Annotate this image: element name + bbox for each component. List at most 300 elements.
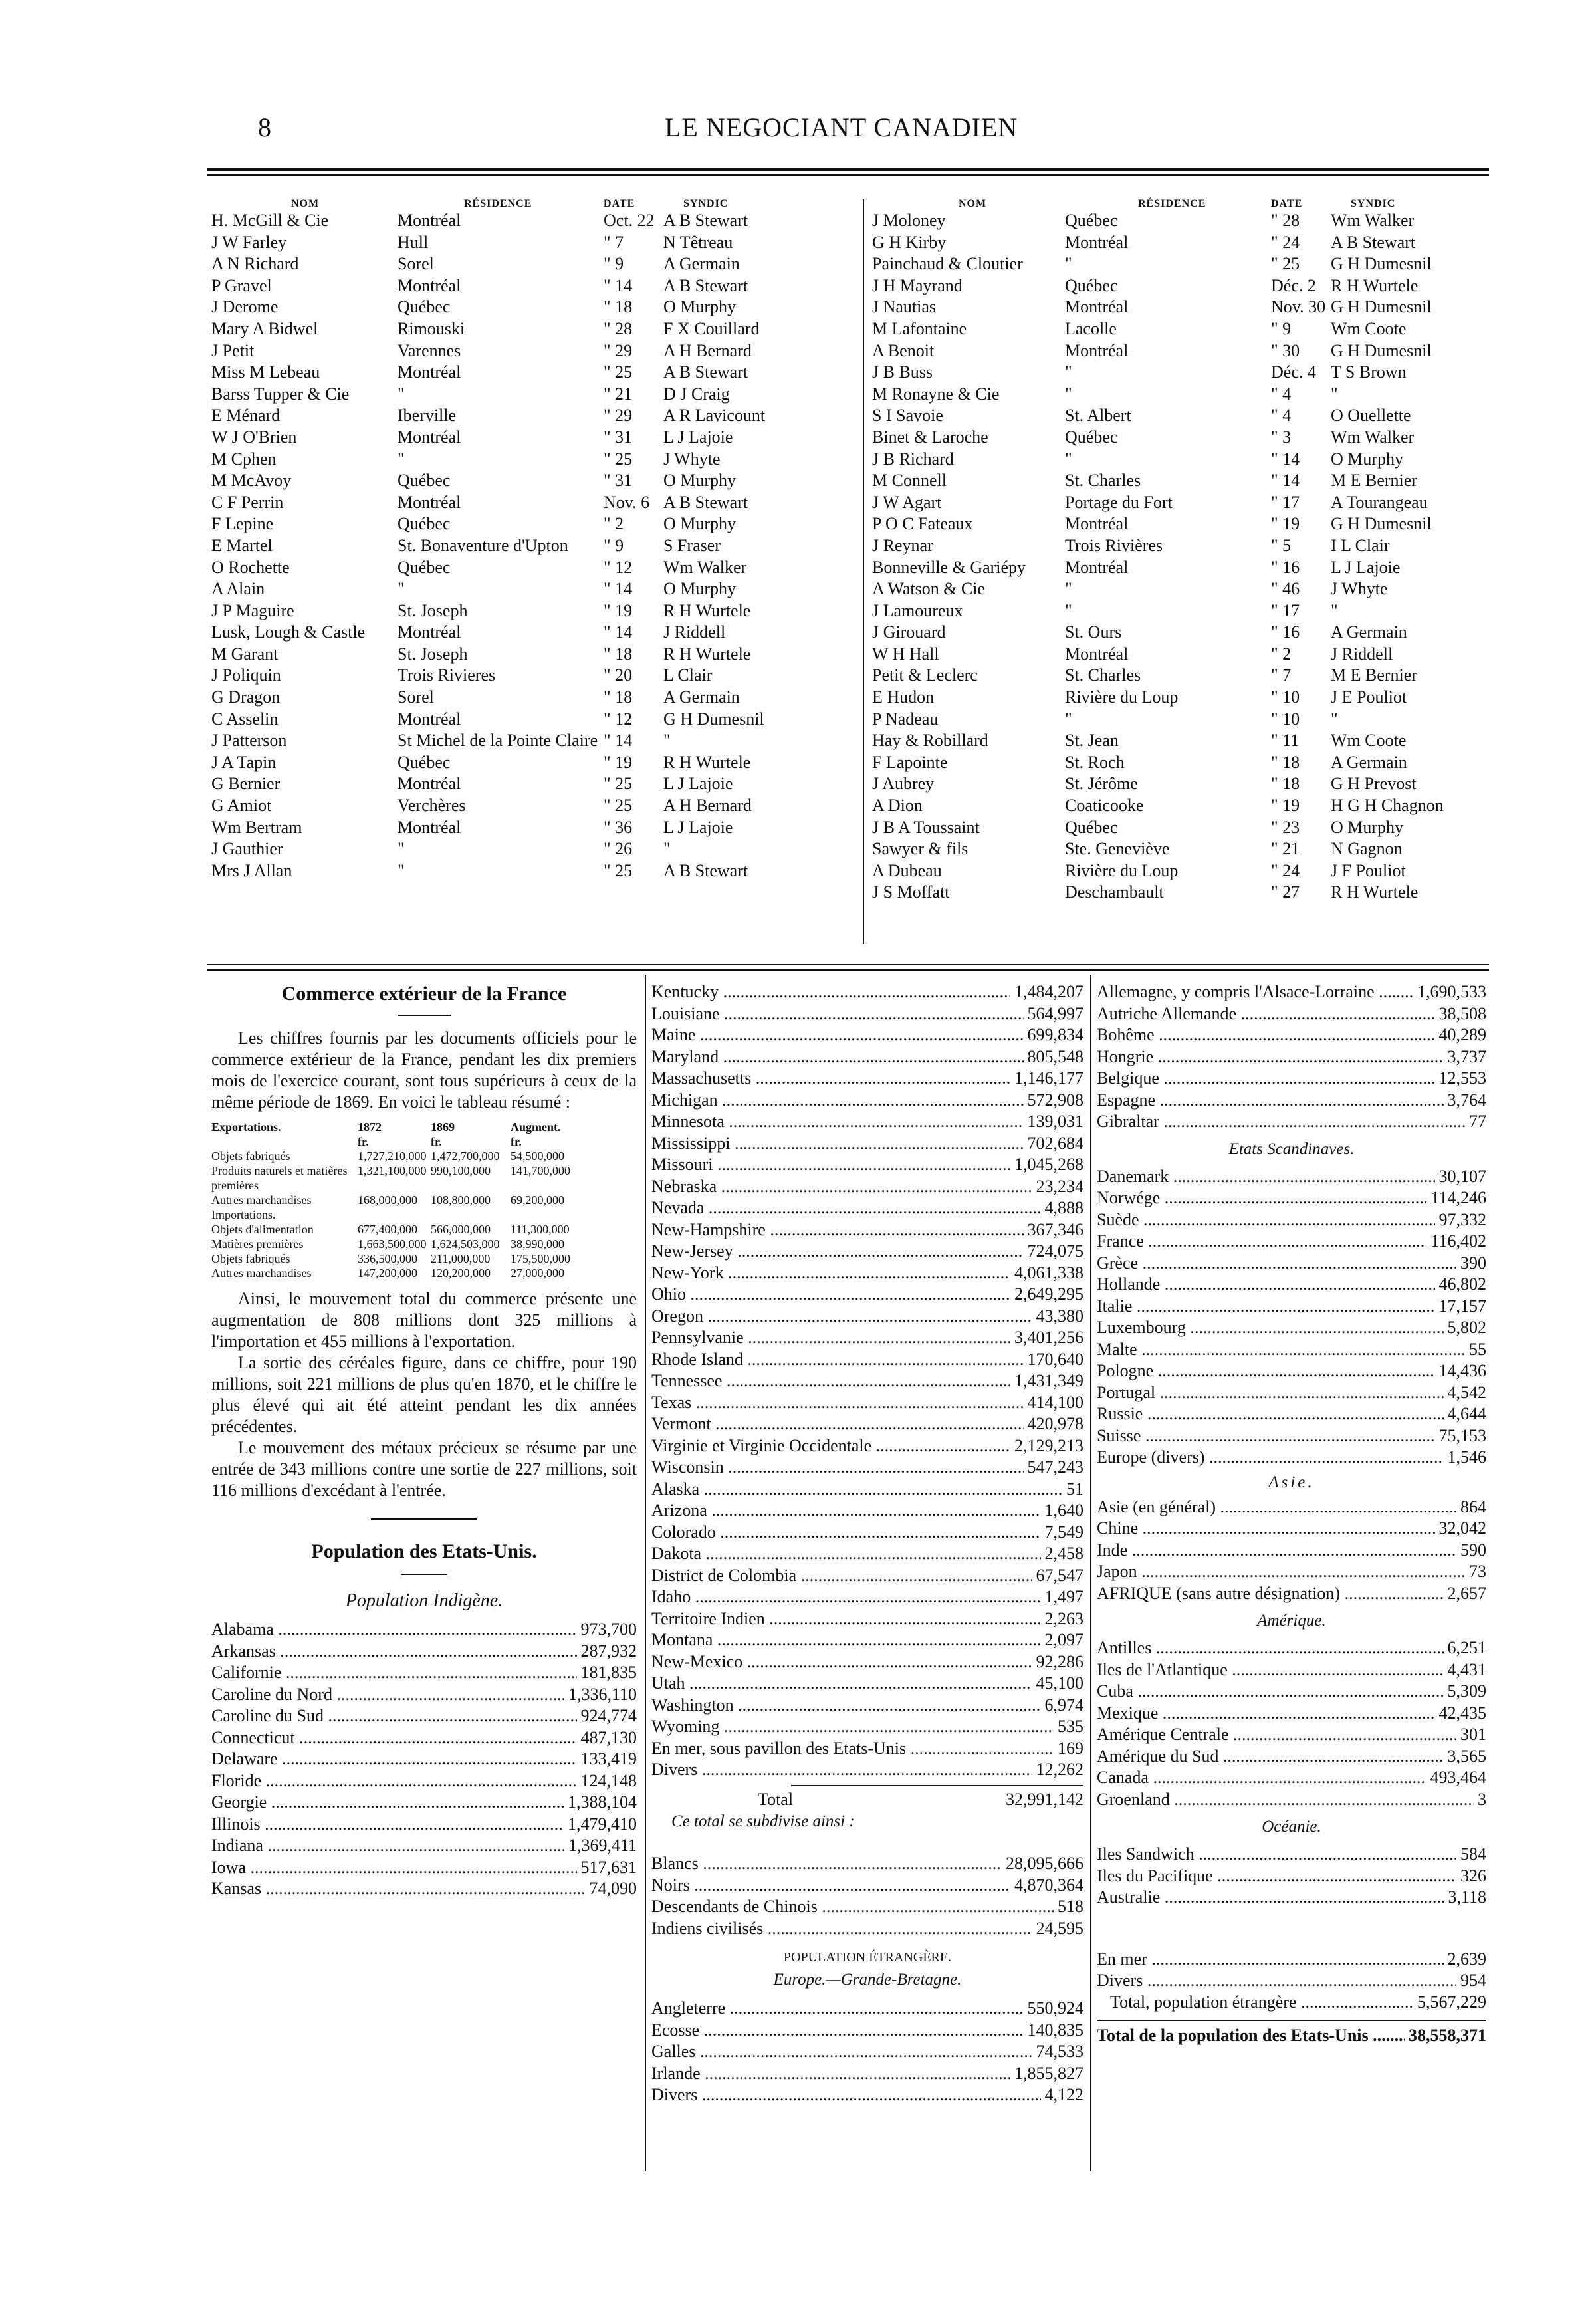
bankruptcy-cell: C Asselin: [211, 709, 279, 729]
total-pop-value: 38,558,371: [1409, 2026, 1486, 2045]
population-value: 564,997: [1027, 1003, 1083, 1023]
population-value: 170,640: [1027, 1349, 1083, 1369]
bankruptcy-cell: P O C Fateaux: [872, 514, 973, 534]
bankruptcy-cell: Québec: [398, 557, 451, 577]
bankruptcy-cell: N Têtreau: [663, 232, 733, 252]
bankruptcy-cell: Sawyer & fils: [872, 839, 969, 859]
population-value: 4,061,338: [1014, 1263, 1083, 1282]
population-row: [1097, 1724, 1486, 1746]
bankruptcy-cell: " 14: [604, 731, 633, 751]
bankruptcy-cell: St. Albert: [1065, 406, 1131, 425]
population-row: [1097, 1970, 1486, 1992]
bankruptcy-cell: Coaticooke: [1065, 796, 1144, 816]
bankruptcy-cell: A B Stewart: [663, 211, 748, 230]
population-row: [651, 1998, 1083, 2020]
population-value: 301: [1460, 1725, 1486, 1744]
population-row: [211, 1662, 637, 1684]
population-label: Grèce .....: [1097, 1253, 1456, 1274]
population-row: [211, 1749, 637, 1770]
header-rule-thin: [207, 174, 1489, 176]
bankruptcy-row: [211, 622, 843, 644]
population-value: 3,565: [1447, 1746, 1486, 1766]
population-value: 1,388,104: [568, 1792, 637, 1812]
population-label: Suède .....: [1097, 1209, 1435, 1231]
indigene-label: Population Indigène.: [345, 1590, 503, 1611]
bankruptcy-row: [211, 232, 843, 254]
population-label: Inde .....: [1097, 1540, 1456, 1562]
population-label: Colorado .....: [651, 1522, 1041, 1544]
bankruptcy-cell: Montréal: [1065, 340, 1129, 360]
bankruptcy-cell: J Petit: [211, 340, 255, 360]
population-value: 28,095,666: [1006, 1854, 1083, 1873]
bankruptcy-cell: Nov. 6: [604, 492, 650, 512]
bankruptcy-cell: Montréal: [1065, 232, 1129, 252]
bankruptcy-cell: " 18: [604, 297, 633, 317]
population-label: Michigan .....: [651, 1090, 1024, 1112]
population-label: Wisconsin .....: [651, 1457, 1024, 1479]
population-value: 1,336,110: [568, 1684, 637, 1704]
population-row: [1097, 1360, 1486, 1382]
asie-label: Asie.: [1268, 1473, 1315, 1491]
commerce-table-cell: [358, 1207, 431, 1222]
population-value: 139,031: [1027, 1112, 1083, 1131]
bankruptcy-cell: G H Dumesnil: [663, 709, 764, 729]
bankruptcy-cell: " 18: [1271, 752, 1300, 772]
population-label: Autriche Allemande .....: [1097, 1003, 1435, 1025]
bankruptcy-cell: M Cphen: [211, 449, 277, 469]
population-row: [1097, 1274, 1486, 1296]
bankruptcy-cell: J Lamoureux: [872, 600, 963, 620]
population-row: [651, 1565, 1083, 1587]
bankruptcy-cell: ": [398, 579, 405, 599]
population-row: [651, 1738, 1083, 1760]
population-row: [1097, 1187, 1486, 1209]
commerce-intro: Les chiffres fournis par les documents officiels pour le commerce extérieur de la France, pendant les dix premiers mois de l'exercice courant, sont tous supérieurs à ceux de la même période de 1869. En voici le tableau résumé :: [211, 1028, 637, 1112]
bankruptcy-cell: J Girouard: [872, 622, 946, 642]
bankruptcy-cell: J Riddell: [1331, 644, 1393, 664]
population-row: [651, 1111, 1083, 1133]
population-value: 547,243: [1027, 1457, 1083, 1477]
mid-rule-2: [207, 969, 1489, 971]
bankruptcy-row: [211, 492, 843, 514]
commerce-table-cell: 168,000,000: [358, 1193, 417, 1207]
bankruptcy-cell: ": [398, 384, 405, 404]
population-label: Groenland .....: [1097, 1789, 1474, 1811]
bankruptcy-cell: G H Kirby: [872, 232, 947, 252]
bankruptcy-cell: " 25: [604, 796, 633, 816]
population-row: [651, 1853, 1083, 1875]
population-title: Population des Etats-Unis.: [311, 1540, 537, 1562]
population-value: 1,369,411: [568, 1836, 637, 1855]
bankruptcy-cell: Rivière du Loup: [1065, 860, 1179, 880]
population-value: 590: [1460, 1540, 1486, 1560]
population-row: [651, 1543, 1083, 1565]
population-row: [211, 1641, 637, 1663]
bankruptcy-cell: " 24: [1271, 232, 1300, 252]
bankruptcy-cell: " 16: [1271, 622, 1300, 642]
population-label: Luxembourg .....: [1097, 1317, 1444, 1339]
population-row: [211, 1792, 637, 1814]
commerce-table: [211, 1149, 637, 1280]
bankruptcy-row: [211, 470, 843, 492]
population-row: [1097, 1540, 1486, 1562]
bankruptcy-row: [211, 687, 843, 709]
bankruptcy-row: [872, 513, 1504, 535]
population-row: [1097, 1111, 1486, 1133]
bankruptcy-cell: Montréal: [398, 709, 461, 729]
commerce-table-cell: Objets fabriqués: [211, 1252, 290, 1265]
population-value: 133,419: [580, 1749, 637, 1768]
population-label: Amérique du Sud .....: [1097, 1746, 1444, 1768]
population-label: Rhode Island .....: [651, 1349, 1024, 1371]
bankruptcy-cell: A H Bernard: [663, 340, 752, 360]
commerce-table-cell: 336,500,000: [358, 1252, 417, 1265]
bankruptcy-cell: " 31: [604, 427, 633, 447]
bankruptcy-cell: J Poliquin: [211, 665, 281, 685]
bankruptcy-cell: J W Agart: [872, 492, 942, 512]
population-row: [1097, 1637, 1486, 1659]
bankruptcy-cell: Montréal: [398, 362, 461, 382]
bankruptcy-row: [872, 318, 1504, 340]
population-label: Antilles .....: [1097, 1637, 1444, 1659]
oceanie-label: Océanie.: [1262, 1818, 1321, 1836]
population-label: Washington .....: [651, 1695, 1041, 1717]
bankruptcy-row: [211, 752, 843, 774]
population-label: Iles du Pacifique .....: [1097, 1866, 1456, 1887]
population-row: [651, 1133, 1083, 1155]
population-row: [211, 1684, 637, 1706]
bankruptcy-cell: W J O'Brien: [211, 427, 297, 447]
population-value: 75,153: [1438, 1425, 1486, 1445]
population-value: 1,640: [1044, 1501, 1083, 1520]
bankruptcy-right-head: [872, 198, 1504, 210]
bankruptcy-cell: " 17: [1271, 600, 1300, 620]
bankruptcy-cell: Mary A Bidwel: [211, 318, 318, 338]
bankruptcy-row: [872, 275, 1504, 297]
population-row: [1097, 1382, 1486, 1404]
bankruptcy-cell: " 2: [604, 514, 624, 534]
population-row: [1097, 1317, 1486, 1339]
bankruptcy-left-rows: [211, 210, 843, 882]
separator: [371, 1518, 477, 1520]
population-row: [651, 1306, 1083, 1328]
bankruptcy-cell: Montréal: [398, 492, 461, 512]
population-label: Montana .....: [651, 1630, 1041, 1651]
bankruptcy-cell: J Riddell: [663, 622, 726, 642]
commerce-p2: Ainsi, le mouvement total du commerce présente une augmentation de 808 millions dont 325 millions à l'importation et 455 millions à l'exportation.: [211, 1289, 637, 1351]
bankruptcy-cell: " 19: [1271, 514, 1300, 534]
population-value: 1,431,349: [1014, 1371, 1083, 1390]
table-head-cell: 1872: [358, 1120, 382, 1134]
bankruptcy-row: [211, 838, 843, 860]
bankruptcy-cell: R H Wurtele: [663, 600, 751, 620]
population-value: 699,834: [1027, 1025, 1083, 1044]
population-row: [1097, 1949, 1486, 1971]
bankruptcy-divider: [863, 199, 864, 944]
population-label: Floride .....: [211, 1770, 577, 1792]
bankruptcy-cell: C F Perrin: [211, 492, 284, 512]
population-row: [211, 1814, 637, 1836]
column-2: [651, 981, 1083, 2106]
bankruptcy-cell: J H Mayrand: [872, 275, 963, 295]
bankruptcy-cell: E Martel: [211, 535, 273, 555]
population-row: [651, 1651, 1083, 1673]
total-label: Total: [758, 1789, 794, 1809]
pop-col3-scand: [1097, 1166, 1486, 1469]
bankruptcy-cell: Mrs J Allan: [211, 860, 292, 880]
total-pop-row: [1097, 2025, 1486, 2047]
population-label: Amérique Centrale .....: [1097, 1724, 1456, 1746]
population-label: Californie .....: [211, 1662, 577, 1684]
population-label: New-Jersey .....: [651, 1241, 1024, 1263]
population-value: 1,146,177: [1014, 1068, 1083, 1088]
population-row: [1097, 1403, 1486, 1425]
bankruptcy-cell: F X Couillard: [663, 318, 760, 338]
subdivise-label: Ce total se subdivise ainsi :: [671, 1812, 855, 1830]
bankruptcy-row: [211, 275, 843, 297]
bankruptcy-cell: Painchaud & Cloutier: [872, 254, 1023, 274]
bankruptcy-cell: A Dubeau: [872, 860, 942, 880]
population-row: [651, 1154, 1083, 1176]
population-label: Divers .....: [1097, 1970, 1456, 1992]
gb-label: Europe.—Grande-Bretagne.: [773, 1971, 962, 1989]
population-row: [211, 1727, 637, 1749]
bankruptcy-row: [872, 210, 1504, 232]
bankruptcy-row: [872, 795, 1504, 817]
population-row: [1097, 1025, 1486, 1046]
bankruptcy-cell: G H Dumesnil: [1331, 297, 1432, 317]
page-number: 8: [258, 112, 272, 142]
bankruptcy-row: [211, 557, 843, 579]
population-label: Hongrie .....: [1097, 1046, 1444, 1068]
population-row: [1097, 1518, 1486, 1540]
bankruptcy-cell: J Nautias: [872, 297, 937, 317]
bankruptcy-cell: A Watson & Cie: [872, 579, 986, 599]
col-syndic: SYNDIC: [683, 198, 729, 209]
population-label: Ohio .....: [651, 1284, 1010, 1306]
bankruptcy-cell: " 19: [1271, 796, 1300, 816]
bankruptcy-cell: Wm Bertram: [211, 817, 302, 837]
population-label: Alaska .....: [651, 1479, 1062, 1501]
population-value: 2,649,295: [1014, 1284, 1083, 1304]
population-value: 30,107: [1438, 1166, 1486, 1186]
bankruptcy-cell: S Fraser: [663, 535, 721, 555]
total-rule: [791, 1785, 1083, 1786]
bankruptcy-row: [872, 730, 1504, 752]
bankruptcy-cell: Rimouski: [398, 318, 465, 338]
bankruptcy-cell: " 21: [604, 384, 633, 404]
bankruptcy-cell: St. Joseph: [398, 600, 468, 620]
population-row: [1097, 1046, 1486, 1068]
bankruptcy-cell: A B Stewart: [663, 275, 748, 295]
bankruptcy-cell: J Whyte: [1331, 579, 1388, 599]
population-value: 1,497: [1044, 1587, 1083, 1606]
commerce-table-cell: 27,000,000: [511, 1267, 564, 1280]
commerce-table-cell: 141,700,000: [511, 1164, 570, 1177]
population-row: [651, 1090, 1083, 1112]
population-value: 2,657: [1447, 1583, 1486, 1603]
total-etrangere-label: Total, population étrangère .....: [1110, 1992, 1413, 2014]
population-row: [651, 1370, 1083, 1392]
population-label: New-Mexico .....: [651, 1651, 1032, 1673]
population-value: 2,639: [1447, 1949, 1486, 1969]
subdiv-list: [651, 1853, 1083, 1939]
population-value: 3: [1478, 1789, 1486, 1809]
population-row: [651, 1349, 1083, 1371]
population-label: Norwége .....: [1097, 1187, 1426, 1209]
header-rule-thick: [207, 168, 1489, 171]
bankruptcy-cell: " 10: [1271, 709, 1300, 729]
population-label: Pennsylvanie .....: [651, 1327, 1010, 1349]
population-row: [651, 2063, 1083, 2085]
bankruptcy-cell: Oct. 22: [604, 211, 655, 230]
bankruptcy-cell: St. Charles: [1065, 471, 1141, 491]
population-row: [1097, 1447, 1486, 1469]
population-label: Alabama .....: [211, 1619, 577, 1641]
commerce-table-cell: 147,200,000: [358, 1267, 417, 1280]
bankruptcy-cell: O Rochette: [211, 557, 290, 577]
commerce-table-cell: 54,500,000: [511, 1149, 564, 1163]
population-label: Blancs .....: [651, 1853, 1002, 1875]
population-row: [651, 1695, 1083, 1717]
bankruptcy-cell: Montréal: [398, 622, 461, 642]
population-label: Nevada .....: [651, 1197, 1041, 1219]
population-label: Hollande .....: [1097, 1274, 1435, 1296]
population-value: 326: [1460, 1866, 1486, 1885]
bankruptcy-cell: ": [1065, 709, 1072, 729]
bankruptcy-cell: " 18: [604, 644, 633, 664]
bankruptcy-row: [872, 644, 1504, 665]
commerce-title: Commerce extérieur de la France: [281, 983, 567, 1005]
bankruptcy-cell: H G H Chagnon: [1331, 796, 1444, 816]
bankruptcy-cell: " 21: [1271, 839, 1300, 859]
bankruptcy-cell: O Murphy: [663, 514, 737, 534]
population-value: 805,548: [1027, 1046, 1083, 1066]
population-value: 584: [1460, 1844, 1486, 1864]
population-row: [651, 2020, 1083, 2042]
bankruptcy-cell: " 29: [604, 340, 633, 360]
bankruptcy-cell: Québec: [398, 514, 451, 534]
bankruptcy-cell: M Lafontaine: [872, 318, 967, 338]
population-value: 114,246: [1430, 1188, 1486, 1207]
bankruptcy-row: [211, 665, 843, 687]
population-row: [651, 1413, 1083, 1435]
bankruptcy-cell: " 14: [604, 275, 633, 295]
bankruptcy-cell: A Tourangeau: [1331, 492, 1428, 512]
population-label: Kansas .....: [211, 1878, 586, 1900]
population-label: New-Hampshire .....: [651, 1219, 1024, 1241]
commerce-table-cell: Importations.: [211, 1208, 276, 1221]
bankruptcy-cell: O Murphy: [663, 471, 737, 491]
bankruptcy-cell: Miss M Lebeau: [211, 362, 320, 382]
pop-col1-list: [211, 1619, 637, 1900]
bankruptcy-cell: ": [1065, 254, 1072, 274]
bankruptcy-cell: " 9: [1271, 318, 1292, 338]
bankruptcy-cell: A Germain: [663, 687, 740, 707]
bankruptcy-cell: Rivière du Loup: [1065, 687, 1179, 707]
bankruptcy-cell: Québec: [398, 471, 451, 491]
population-row: [651, 1241, 1083, 1263]
population-row: [651, 1219, 1083, 1241]
population-row: [1097, 1296, 1486, 1318]
pop-col2-list: [651, 981, 1083, 1781]
bankruptcy-cell: J A Tapin: [211, 752, 277, 772]
bankruptcy-cell: Québec: [1065, 275, 1118, 295]
bankruptcy-cell: A Alain: [211, 579, 265, 599]
bankruptcy-cell: Montréal: [1065, 514, 1129, 534]
col-divider-1: [645, 975, 646, 2171]
population-row: [651, 1392, 1083, 1414]
population-label: Caroline du Nord .....: [211, 1684, 564, 1706]
bankruptcy-cell: R H Wurtele: [1331, 882, 1419, 902]
col-syndic: SYNDIC: [1351, 198, 1396, 209]
bankruptcy-row: [872, 557, 1504, 579]
table-head-cell: Augment.: [511, 1120, 561, 1134]
column-3: [1097, 981, 1486, 2047]
pop-col3-asie: [1097, 1497, 1486, 1605]
pop-col3-amer: [1097, 1637, 1486, 1810]
bankruptcy-cell: Ste. Geneviève: [1065, 839, 1170, 859]
bankruptcy-cell: Barss Tupper & Cie: [211, 384, 350, 404]
bankruptcy-cell: ": [1331, 709, 1338, 729]
bankruptcy-cell: G H Prevost: [1331, 774, 1417, 794]
bankruptcy-cell: A H Bernard: [663, 796, 752, 816]
bankruptcy-cell: " 18: [1271, 774, 1300, 794]
population-label: France .....: [1097, 1231, 1426, 1253]
population-label: Dakota .....: [651, 1543, 1041, 1565]
bankruptcy-row: [872, 405, 1504, 427]
population-value: 6,974: [1044, 1695, 1083, 1715]
bankruptcy-cell: ": [1065, 579, 1072, 599]
bankruptcy-cell: ": [663, 839, 671, 859]
population-value: 51: [1066, 1479, 1083, 1499]
bankruptcy-cell: J Aubrey: [872, 774, 935, 794]
population-row: [1097, 1003, 1486, 1025]
bankruptcy-cell: Binet & Laroche: [872, 427, 988, 447]
population-value: 2,263: [1044, 1608, 1083, 1628]
population-value: 924,774: [580, 1706, 637, 1725]
population-row: [651, 1327, 1083, 1349]
bankruptcy-cell: Déc. 4: [1271, 362, 1316, 382]
population-row: [211, 1705, 637, 1727]
commerce-table-cell: 111,300,000: [511, 1223, 570, 1236]
bankruptcy-cell: A Germain: [1331, 622, 1407, 642]
population-label: Europe (divers) .....: [1097, 1447, 1444, 1469]
population-value: 5,309: [1447, 1681, 1486, 1701]
population-row: [1097, 1497, 1486, 1518]
table-head-cell: 1869: [431, 1120, 455, 1134]
population-value: 3,118: [1448, 1887, 1486, 1907]
bankruptcy-cell: H. McGill & Cie: [211, 211, 329, 230]
bankruptcy-cell: W H Hall: [872, 644, 939, 664]
population-label: Iles Sandwich .....: [1097, 1844, 1456, 1866]
table-unit-cell: [211, 1134, 358, 1149]
population-label: Kentucky .....: [651, 981, 1010, 1003]
bankruptcy-cell: " 2: [1271, 644, 1292, 664]
bankruptcy-cell: " 36: [604, 817, 633, 837]
bankruptcy-cell: " 12: [604, 709, 633, 729]
bankruptcy-cell: " 20: [604, 665, 633, 685]
population-value: 4,122: [1044, 2085, 1083, 2104]
population-value: 724,075: [1027, 1241, 1083, 1261]
bankruptcy-row: [211, 384, 843, 406]
bankruptcy-cell: ": [663, 731, 671, 751]
bankruptcy-cell: O Murphy: [663, 579, 737, 599]
bankruptcy-row: [211, 362, 843, 384]
population-value: 287,932: [580, 1641, 637, 1661]
population-value: 1,546: [1447, 1447, 1486, 1467]
population-label: Maine .....: [651, 1025, 1024, 1046]
